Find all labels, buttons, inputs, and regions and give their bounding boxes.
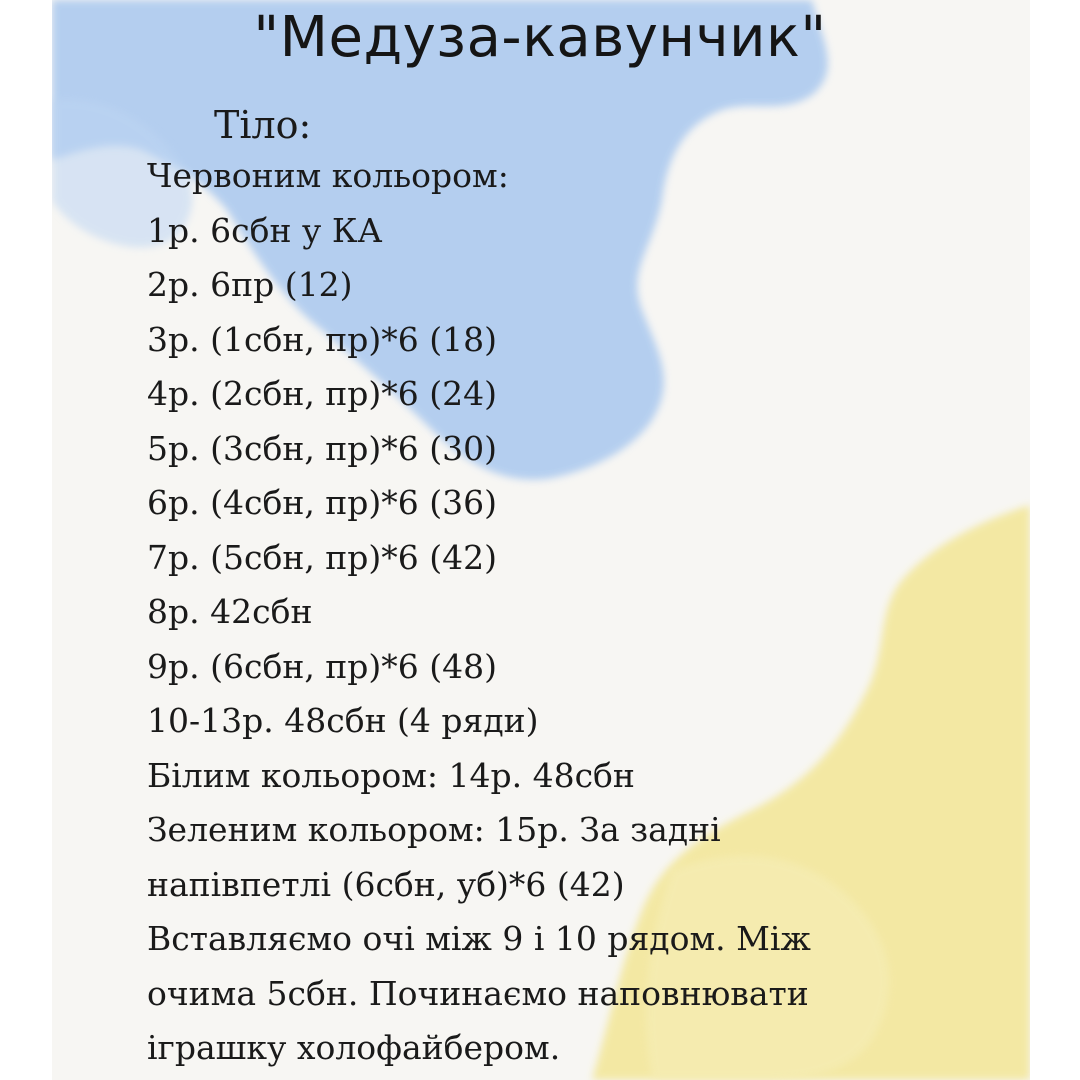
- instruction-line: 2р. 6пр (12): [147, 265, 353, 304]
- section-heading: Тіло:: [214, 103, 312, 147]
- instruction-line: 7р. (5сбн, пр)*6 (42): [147, 537, 498, 577]
- instruction-line: 4р. (2сбн, пр)*6 (24): [147, 374, 498, 413]
- instruction-line: Білим кольором: 14р. 48сбн: [147, 755, 635, 795]
- instruction-line: 9р. (6сбн, пр)*6 (48): [147, 646, 498, 686]
- pattern-title: "Медуза-кавунчик": [253, 5, 827, 70]
- instruction-line: 6р. (4сбн, пр)*6 (36): [147, 483, 498, 522]
- instruction-line: 1р. 6сбн у КА: [147, 210, 383, 250]
- instruction-line: Червоним кольором:: [147, 156, 509, 195]
- instruction-line: 10-13р. 48сбн (4 ряди): [147, 701, 539, 740]
- instruction-line: іграшку холофайбером.: [147, 1028, 561, 1067]
- instruction-line: Зеленим кольором: 15р. За задні: [147, 810, 721, 849]
- instruction-line: 3р. (1сбн, пр)*6 (18): [147, 319, 498, 359]
- crochet-instructions: [147, 149, 947, 1076]
- instruction-line: очима 5сбн. Починаємо наповнювати: [147, 973, 809, 1013]
- instruction-line: 5р. (3сбн, пр)*6 (30): [147, 428, 498, 468]
- instruction-line: напівпетлі (6сбн, уб)*6 (42): [147, 864, 625, 904]
- instruction-line: 8р. 42сбн: [147, 592, 313, 631]
- instruction-line: Вставляємо очі між 9 і 10 рядом. Між: [147, 919, 811, 958]
